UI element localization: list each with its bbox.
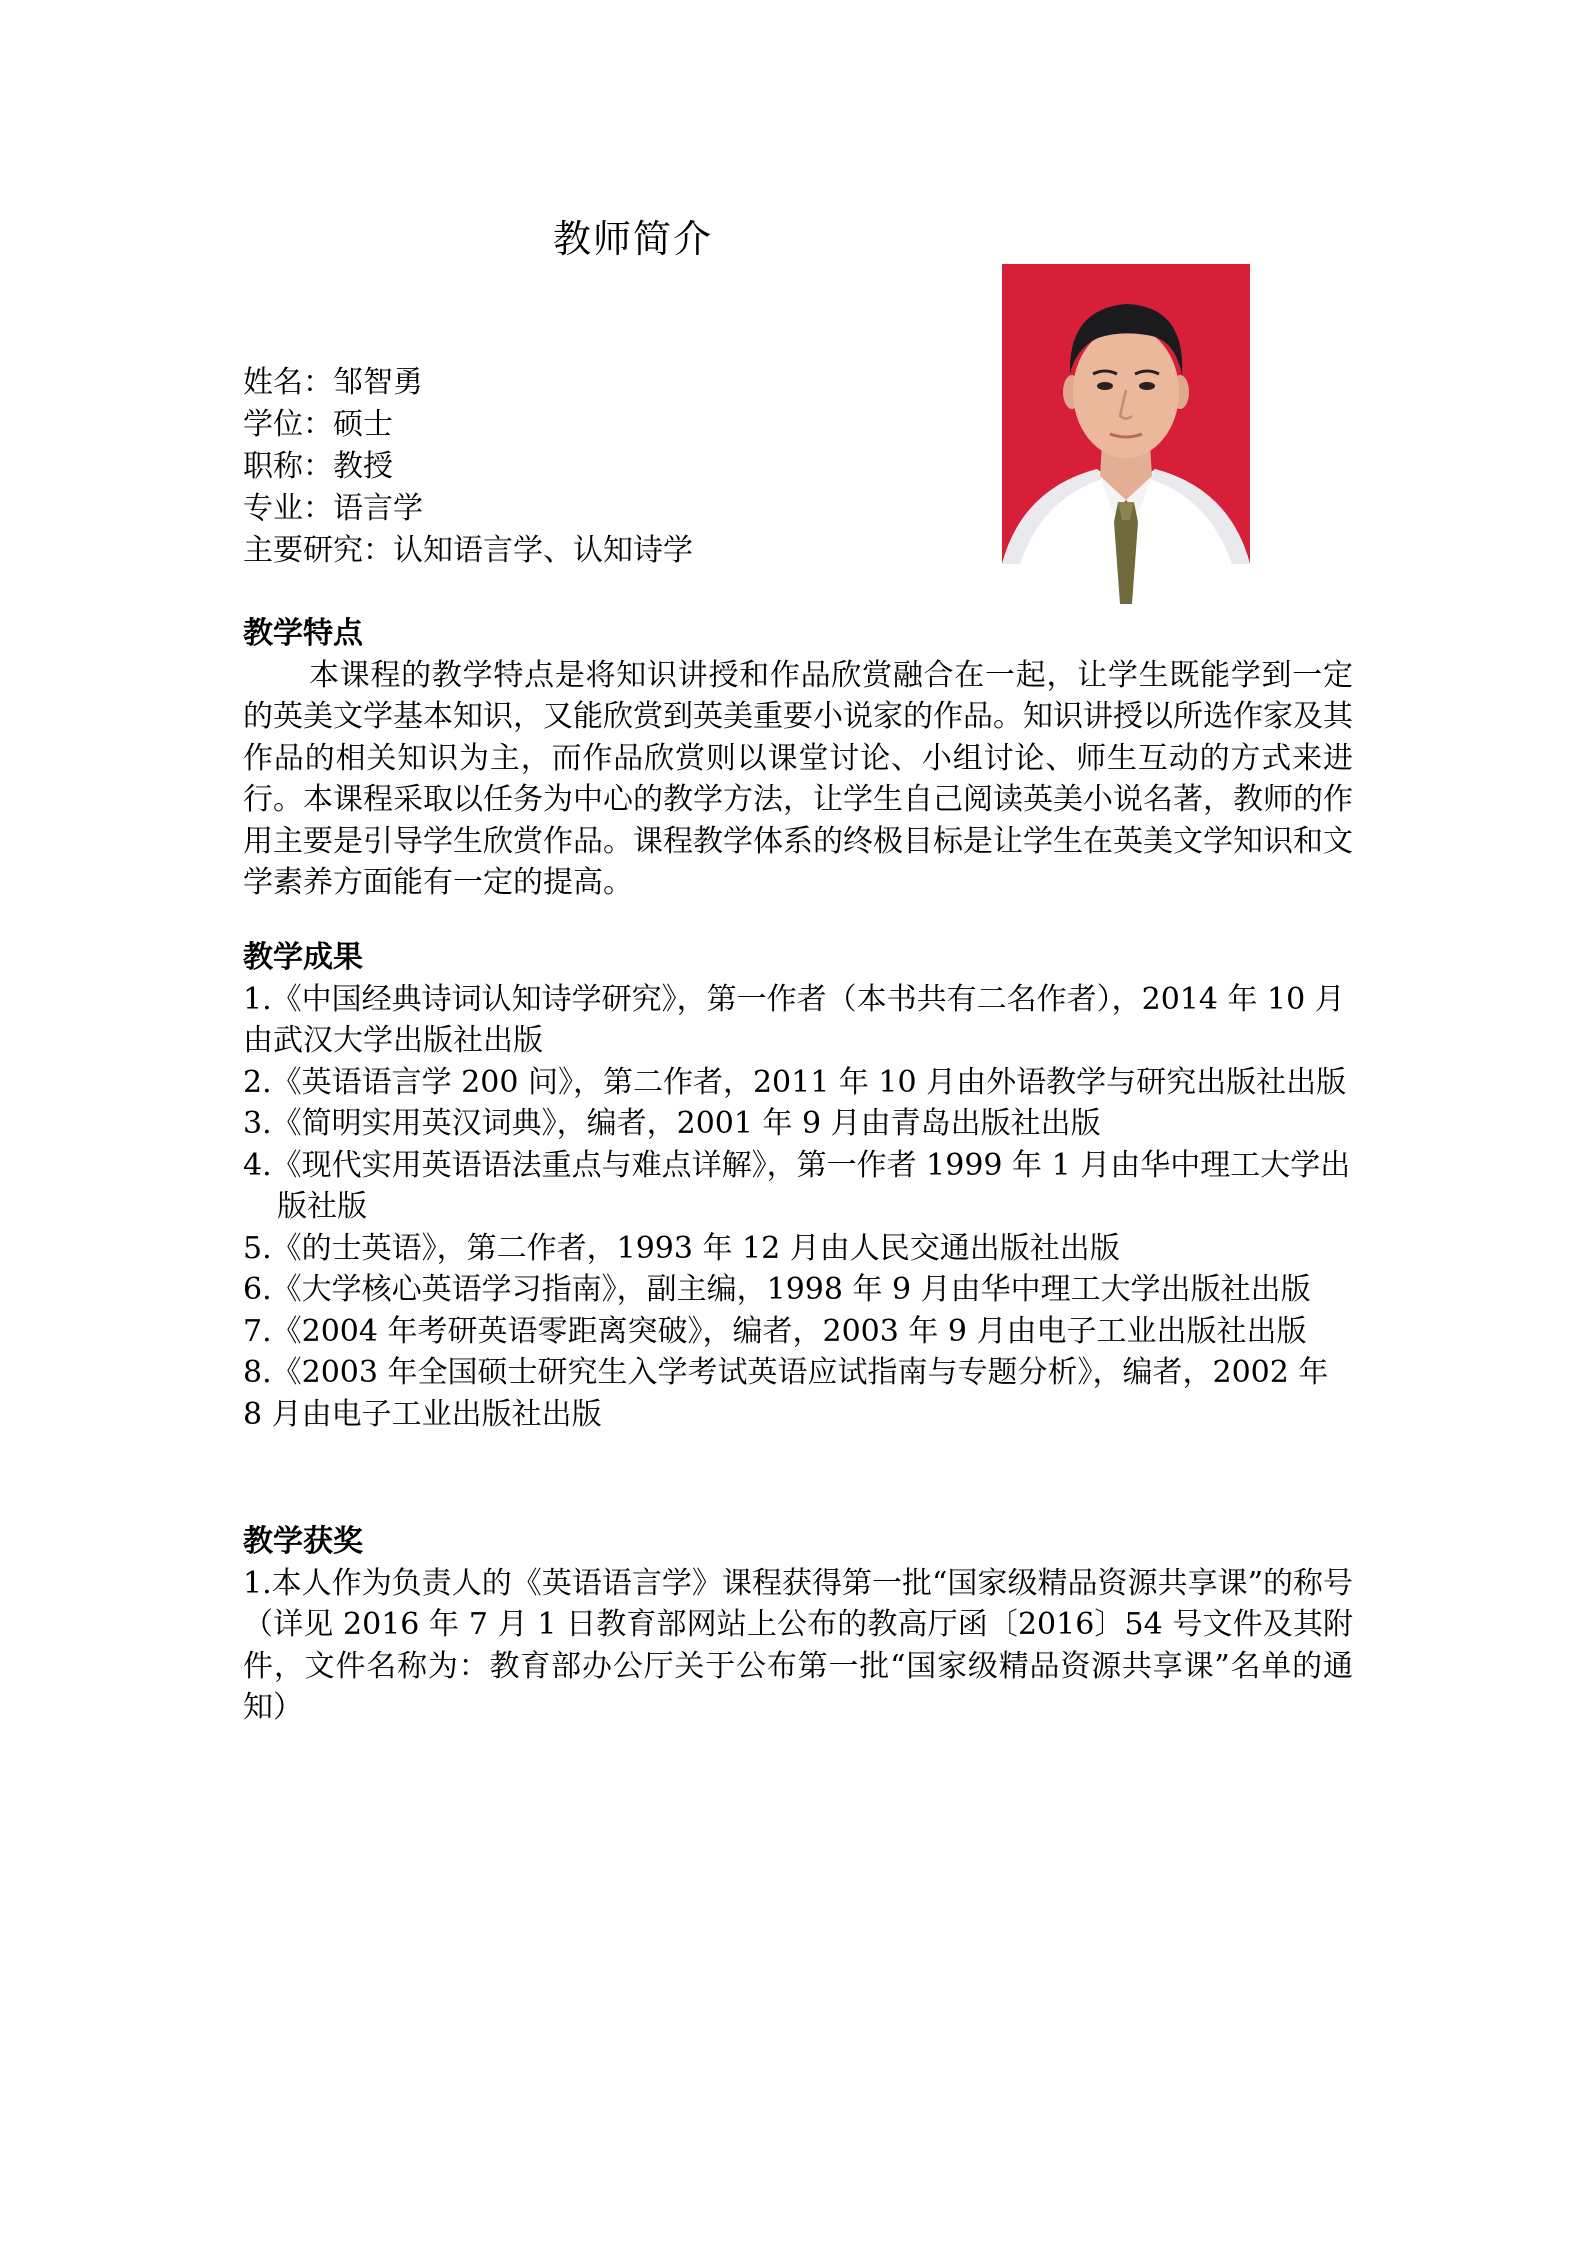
profile-rank: 职称：教授 <box>243 449 393 484</box>
teaching-features-section <box>243 613 1353 904</box>
list-item: 4.《现代实用英语语法重点与难点详解》，第一作者 1999 年 1 月由华中理工大学出版社版 <box>243 1147 1351 1224</box>
achievements-section <box>243 937 1353 1435</box>
list-item: 1.《中国经典诗词认知诗学研究》，第一作者（本书共有二名作者），2014 年 10 月由武汉大学出版社出版 <box>243 981 1345 1058</box>
award-item: 1.本人作为负责人的《英语语言学》课程获得第一批“国家级精品资源共享课”的称号（详见 2016 年 7 月 1 日教育部网站上公布的教高厅函〔2016〕54 号文件及其附件，文件名称为：教育部办公厅关于公布第一批“国家级精品资源共享课”名单的通知） <box>243 1565 1353 1725</box>
awards-section <box>243 1521 1353 1729</box>
list-item: 6.《大学核心英语学习指南》，副主编，1998 年 9 月由华中理工大学出版社出版 <box>243 1272 1311 1307</box>
list-item: 2.《英语语言学 200 问》，第二作者，2011 年 10 月由外语教学与研究出版社出版 <box>243 1064 1347 1100</box>
awards-heading: 教学获奖 <box>243 1524 363 1559</box>
profile-major: 专业：语言学 <box>243 491 423 526</box>
profile-research: 主要研究：认知语言学、认知诗学 <box>243 533 693 568</box>
list-item: 8.《2003 年全国硕士研究生入学考试英语应试指南与专题分析》，编者，2002 年 8 月由电子工业出版社出版 <box>243 1355 1329 1432</box>
teacher-photo <box>1002 264 1250 604</box>
list-item: 3.《简明实用英汉词典》，编者，2001 年 9 月由青岛出版社出版 <box>243 1106 1101 1141</box>
profile-block <box>243 362 693 572</box>
list-item: 7.《2004 年考研英语零距离突破》，编者，2003 年 9 月由电子工业出版社出版 <box>243 1313 1307 1349</box>
achievements-list <box>243 979 1353 1436</box>
achievements-heading: 教学成果 <box>243 940 363 975</box>
profile-name: 姓名：邹智勇 <box>243 365 423 400</box>
list-item: 5.《的士英语》，第二作者，1993 年 12 月由人民交通出版社出版 <box>243 1230 1120 1266</box>
teaching-features-text: 本课程的教学特点是将知识讲授和作品欣赏融合在一起，让学生既能学到一定的英美文学基本知识，又能欣赏到英美重要小说家的作品。知识讲授以所选作家及其作品的相关知识为主，而作品欣赏则以课堂讨论、小组讨论、师生互动的方式来进行。本课程采取以任务为中心的教学方法，让学生自己阅读英美小说名著，教师的作用主要是引导学生欣赏作品。课程教学体系的终极目标是让学生在英美文学知识和文学素养方面能有一定的提高。 <box>243 657 1353 900</box>
profile-degree: 学位：硕士 <box>243 407 393 442</box>
teaching-features-heading: 教学特点 <box>243 616 363 651</box>
page-title: 教师简介 <box>553 217 714 261</box>
